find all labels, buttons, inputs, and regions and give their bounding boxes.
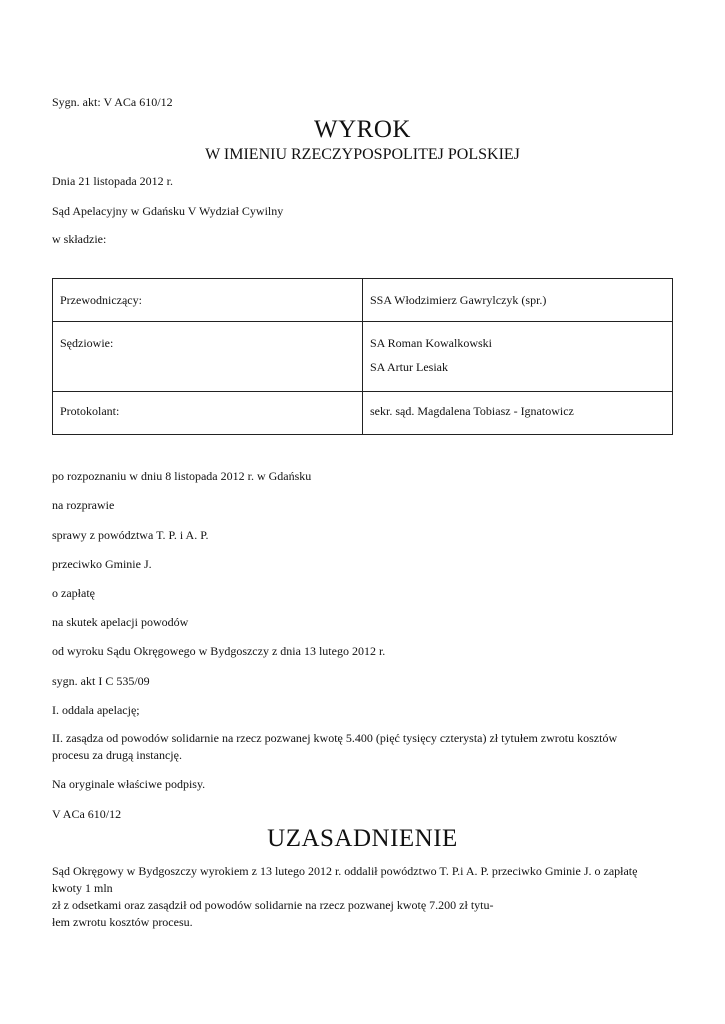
ruling-point-one: I. oddala apelację; <box>52 703 140 717</box>
justification-line-2: kwoty 1 mln <box>52 881 113 895</box>
claimants-line: sprawy z powództwa T. P. i A. P. <box>52 528 209 542</box>
table-row <box>53 392 673 435</box>
judgment-date: Dnia 21 listopada 2012 r. <box>52 174 173 188</box>
appeal-line: na skutek apelacji powodów <box>52 615 189 629</box>
clerk-label: Protokolant: <box>60 404 120 418</box>
signatures-note: Na oryginale właściwe podpisy. <box>52 777 206 791</box>
hearing-type-line: na rozprawie <box>52 498 115 512</box>
hearing-date-line: po rozpoznaniu w dniu 8 listopada 2012 r. w Gdańsku <box>52 469 312 483</box>
table-row <box>53 279 673 322</box>
court-composition-table <box>52 278 673 435</box>
justification-title: UZASADNIENIE <box>267 825 458 852</box>
justification-line-1: Sąd Okręgowy w Bydgoszczy wyrokiem z 13 lutego 2012 r. oddalił powództwo T. P.i A. P. przeciwko Gminie J. o zapłatę <box>52 864 638 878</box>
justification-line-3: zł z odsetkami oraz zasądził od powodów solidarnie na rzecz pozwanej kwotę 7.200 zł tytu- <box>52 898 494 912</box>
judge-name: SA Artur Lesiak <box>370 360 448 374</box>
ruling-point-two-line1: II. zasądza od powodów solidarnie na rzecz pozwanej kwotę 5.400 (pięć tysięcy czterysta) zł tytułem zwrotu kosztów <box>52 731 618 745</box>
justification-line-4: łem zwrotu kosztów procesu. <box>52 915 193 929</box>
table-row <box>53 322 673 392</box>
lower-court-case-ref: sygn. akt I C 535/09 <box>52 674 150 688</box>
document-title: WYROK <box>314 116 411 143</box>
judges-label: Sędziowie: <box>60 336 114 350</box>
composition-label: w składzie: <box>52 232 107 246</box>
court-name: Sąd Apelacyjny w Gdańsku V Wydział Cywilny <box>52 204 284 218</box>
presiding-judge: SSA Włodzimierz Gawrylczyk (spr.) <box>370 293 547 307</box>
clerk-name: sekr. sąd. Magdalena Tobiasz - Ignatowicz <box>370 404 574 418</box>
presiding-label: Przewodniczący: <box>60 293 142 307</box>
ruling-point-two-line2: procesu za drugą instancję. <box>52 748 182 762</box>
subject-line: o zapłatę <box>52 586 95 600</box>
document-subtitle: W IMIENIU RZECZYPOSPOLITEJ POLSKIEJ <box>205 146 520 163</box>
defendant-line: przeciwko Gminie J. <box>52 557 152 571</box>
case-reference-short: V ACa 610/12 <box>52 807 122 821</box>
case-reference: Sygn. akt: V ACa 610/12 <box>52 95 173 109</box>
lower-court-judgment-line: od wyroku Sądu Okręgowego w Bydgoszczy z dnia 13 lutego 2012 r. <box>52 644 386 658</box>
judge-name: SA Roman Kowalkowski <box>370 336 493 350</box>
